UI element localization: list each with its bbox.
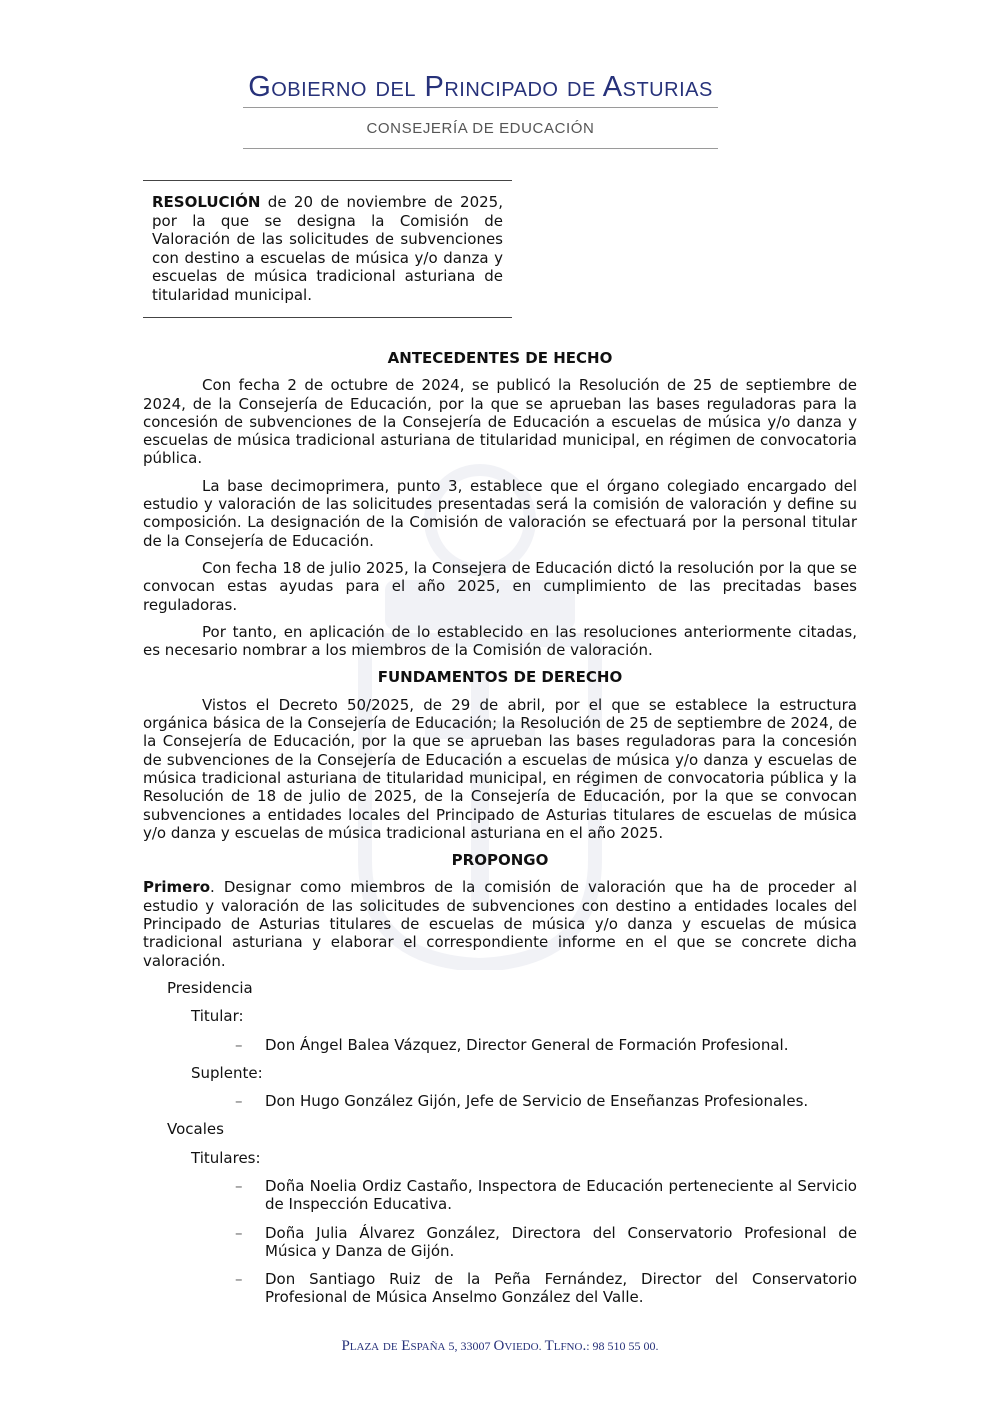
resolution-title-box <box>143 180 512 318</box>
titulares-label: Titulares: <box>191 1148 261 1167</box>
government-name: Gobierno del Principado de Asturias <box>248 71 713 103</box>
footer-street: Plaza de España <box>341 1338 446 1354</box>
dash-bullet: – <box>235 1092 243 1111</box>
fundamentos-paragraph: Vistos el Decreto 50/2025, de 29 de abril, por el que se establece la estructura orgánica básica de la Consejería de Educación; la Resolución de 25 de septiembre de 2024, de la Consejería de Educación, por la que se aprueban las bases reguladoras para la concesión de subvenciones de la Consejería de Educación a escuelas de música y/o danza y escuelas de música tradicional asturiana de titularidad municipal, en régimen de convocatoria pública y la Resolución de 18 de julio de 2025, de la Consejería de Educación, por la que se convocan subvenciones a entidades locales del Principado de Asturias titulares de escuelas de música y/o danza y escuelas de música tradicional asturiana en el año 2025. <box>143 695 857 842</box>
propongo-heading: PROPONGO <box>451 851 549 870</box>
antecedentes-paragraph-4: Por tanto, en aplicación de lo establecido en las resoluciones anteriormente citadas, es necesario nombrar a los miembros de la Comisión de valoración. <box>143 622 857 660</box>
fundamentos-heading: FUNDAMENTOS DE DERECHO <box>377 668 623 687</box>
letterhead <box>243 70 718 149</box>
footer-phone-label: Tlfno. <box>544 1338 587 1354</box>
antecedentes-paragraph-2: La base decimoprimera, punto 3, establece que el órgano colegiado encargado del estudio y valoración de las solicitudes presentadas será la comisión de valoración y define su composición. La designación de la Comisión de valoración se efectuará por la personal titular de la Consejería de Educación. <box>143 476 857 550</box>
dash-bullet: – <box>235 1176 243 1195</box>
list-item <box>235 1177 857 1214</box>
antecedentes-paragraph-3: Con fecha 18 de julio 2025, la Consejera de Educación dictó la resolución por la que se convocan estas ayudas para el año 2025, en cumplimiento de las precitadas bases reguladoras. <box>143 558 857 614</box>
vocales-label: Vocales <box>167 1120 224 1139</box>
titular-label: Titular: <box>191 1007 244 1026</box>
department-name: CONSEJERÍA DE EDUCACIÓN <box>366 120 595 137</box>
primero-text: . Designar como miembros de la comisión de valoración que ha de proceder al estudio y valoración de las solicitudes de subvenciones con destino a entidades locales del Principado de Asturias titulares de escuelas de música y/o danza y escuelas de música tradicional asturiana y elaborar el correspondiente informe en el que se concrete dicha valoración. <box>143 878 857 970</box>
suplente-label: Suplente: <box>191 1063 263 1082</box>
vocal-member: Doña Noelia Ordiz Castaño, Inspectora de Educación perteneciente al Servicio de Inspección Educativa. <box>265 1176 857 1214</box>
footer-address <box>0 1338 1000 1355</box>
presidencia-label: Presidencia <box>167 978 253 997</box>
vocal-member: Don Santiago Ruiz de la Peña Fernández, Director del Conservatorio Profesional de Música Anselmo González del Valle. <box>265 1270 857 1307</box>
dash-bullet: – <box>235 1223 243 1242</box>
header-rule-bottom <box>243 148 718 149</box>
suplente-member: Don Hugo González Gijón, Jefe de Servicio de Enseñanzas Profesionales. <box>265 1092 809 1111</box>
vocal-member: Doña Julia Álvarez González, Directora del Conservatorio Profesional de Música y Danza de Gijón. <box>265 1223 857 1260</box>
list-item <box>235 1036 857 1054</box>
footer-phone: : 98 510 55 00. <box>586 1339 659 1353</box>
dash-bullet: – <box>235 1270 243 1289</box>
footer-city: Oviedo <box>493 1338 539 1354</box>
footer-number: 5, 33007 <box>445 1339 494 1353</box>
primero-label: Primero <box>143 878 211 897</box>
titular-member: Don Ángel Balea Vázquez, Director General de Formación Profesional. <box>265 1035 789 1054</box>
list-item <box>235 1224 857 1261</box>
document-body <box>143 349 857 1317</box>
dash-bullet: – <box>235 1035 243 1054</box>
antecedentes-heading: ANTECEDENTES DE HECHO <box>387 349 613 367</box>
footer-separator: . <box>538 1339 545 1353</box>
antecedentes-paragraph-1: Con fecha 2 de octubre de 2024, se publicó la Resolución de 25 de septiembre de 2024, de la Consejería de Educación, por la que se aprueban las bases reguladoras para la concesión de subvenciones de la Consejería de Educación a escuelas de música y/o danza y escuelas de música tradicional asturiana de titularidad municipal, en régimen de convocatoria pública. <box>143 376 857 468</box>
resolution-label: RESOLUCIÓN <box>152 193 261 211</box>
resolution-text: de 20 de noviembre de 2025, por la que se designa la Comisión de Valoración de las solicitudes de subvenciones con destino a escuelas de música y/o danza y escuelas de música tradicional asturiana de titularidad municipal. <box>152 193 503 304</box>
list-item <box>235 1270 857 1307</box>
list-item <box>235 1092 857 1110</box>
primero-paragraph <box>143 878 857 969</box>
